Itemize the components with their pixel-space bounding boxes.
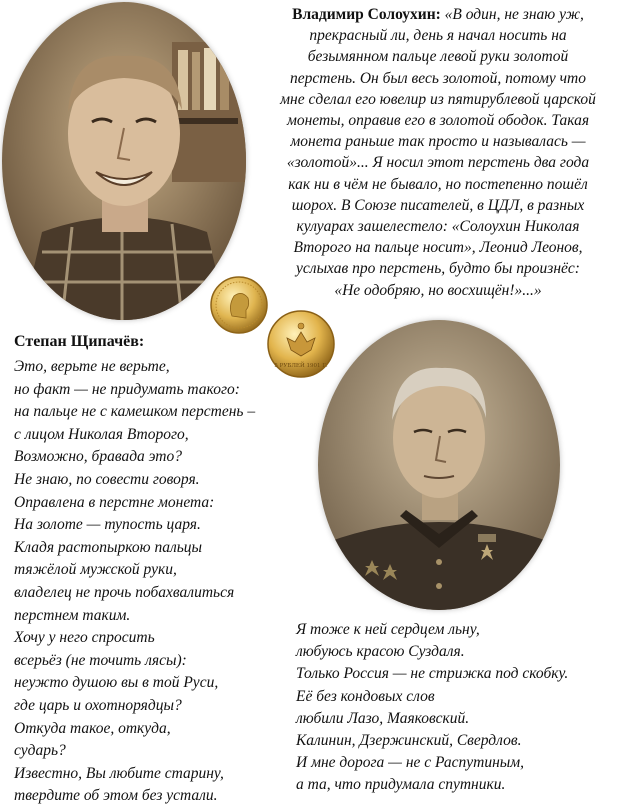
poem-line: Калинин, Дзержинский, Свердлов. [296, 732, 522, 750]
poem-line: где царь и охотнорядцы? [14, 696, 182, 714]
poem-line: сударь? [14, 742, 66, 760]
portrait-shchipachev [318, 320, 560, 610]
quote-line: «В один, не знаю уж, [444, 6, 584, 23]
poem-line: любили Лазо, Маяковский. [296, 709, 470, 727]
quote-line: Второго на пальце носит», Леонид Леонов, [293, 239, 583, 257]
soloukhin-author: Владимир Солоухин: [292, 6, 441, 23]
poem-line: а та, что придумала спутники. [296, 776, 506, 794]
poem-column-right [296, 619, 568, 797]
quote-line: как ни в чём не бывало, но постепенно пошёл [288, 175, 588, 193]
poem-line: Откуда такое, откуда, [14, 719, 171, 737]
quote-line: монета раньше так просто и называлась — [290, 133, 586, 151]
quote-line: кулуарах зашелестело: «Солоухин Николая [296, 218, 580, 236]
poem-line: Не знаю, по совести говоря. [14, 470, 200, 488]
poem-line: твердите об этом без устали. [14, 787, 218, 805]
poem-line: Возможно, бравада это? [14, 448, 182, 466]
poem-line: но факт — не придумать такого: [14, 380, 240, 398]
poem-line: любуюсь красою Суздаля. [296, 643, 465, 661]
quote-line: мне сделал его ювелир из пятирублевой царской [280, 90, 596, 108]
quote-line: монеты, оправив его в золотой ободок. Такая [286, 112, 590, 130]
portrait-soloukhin [2, 2, 246, 320]
poem-line: тяжёлой мужской руки, [14, 561, 177, 579]
quote-line: «золотой»... Я носил этот перстень два года [286, 154, 590, 172]
poem-line: с лицом Николая Второго, [14, 425, 189, 443]
poem-line: Известно, Вы любите старину, [14, 764, 224, 782]
quote-line: «Не одобряю, но восхищён!»...» [334, 281, 542, 299]
poem-line: Кладя растопыркою пальцы [14, 538, 203, 556]
gold-coin-reverse [267, 310, 335, 378]
poem-line: Оправлена в перстне монета: [14, 493, 215, 511]
quote-line: услыхав про перстень, будто бы произнёс: [296, 260, 580, 278]
poem-line: Только Россия — не стрижка под скобку. [296, 665, 569, 683]
poem-line: перстнем таким. [14, 606, 131, 624]
coin-inscription: 5 РУБЛЕЙ 1901 Г. [274, 363, 328, 369]
quote-line: безымянном пальце левой руки золотой [307, 48, 569, 66]
shchipachev-author: Степан Щипачёв: [14, 333, 145, 350]
poem-line: Я тоже к ней сердцем льну, [296, 621, 480, 638]
poem-line: Её без кондовых слов [296, 687, 435, 705]
gold-coin-obverse [210, 276, 268, 334]
poem-line: всерьёз (не точить лясы): [14, 651, 187, 669]
quote-line: шорох. В Союзе писателей, в ЦДЛ, в разных [291, 196, 585, 214]
soloukhin-quote [246, 4, 630, 301]
poem-line: неужто душою вы в той Руси, [14, 674, 219, 692]
poem-line: И мне дорога — не с Распутиным, [296, 754, 525, 772]
poem-line: на пальце не с камешком перстень – [14, 403, 256, 421]
poem-line: владелец не прочь побахвалиться [14, 583, 235, 601]
poem-column-left [14, 356, 255, 808]
quote-line: прекрасный ли, день я начал носить на [309, 27, 567, 45]
quote-line: перстень. Он был весь золотой, потому что [290, 69, 586, 87]
poem-line: Хочу у него спросить [14, 629, 155, 647]
poem-line: Это, верьте не верьте, [14, 358, 170, 375]
poem-line: На золоте — тупость царя. [14, 516, 201, 534]
